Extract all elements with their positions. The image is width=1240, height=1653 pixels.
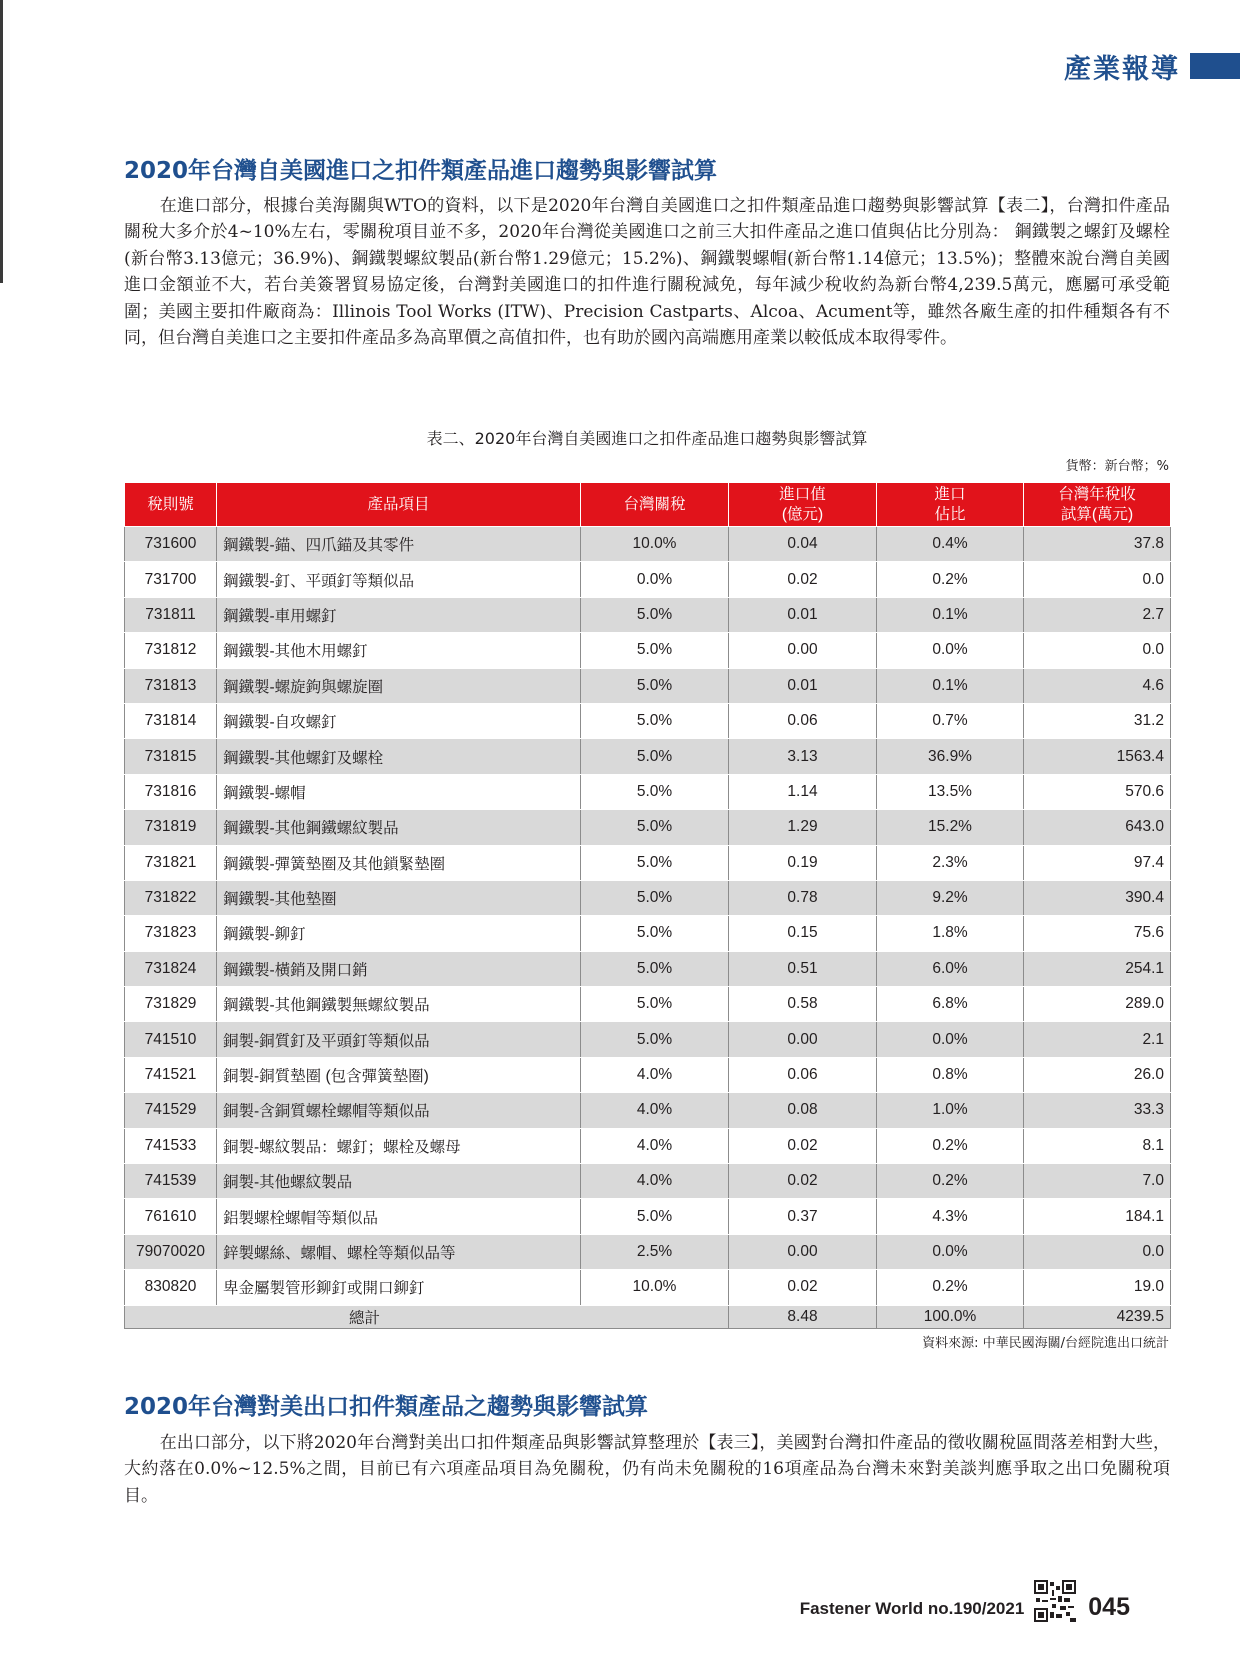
table-row — [125, 1057, 1171, 1092]
cell-code: 741510 — [125, 1022, 217, 1057]
cell-tariff: 5.0% — [581, 739, 729, 774]
table-row — [125, 916, 1171, 951]
cell-tax-estimate: 75.6 — [1024, 916, 1171, 951]
cell-code: 741533 — [125, 1128, 217, 1163]
cell-tariff: 5.0% — [581, 880, 729, 915]
cell-item: 鋼鐵製-彈簧墊圈及其他鎖緊墊圈 — [217, 845, 581, 880]
cell-import-value: 0.01 — [729, 597, 877, 632]
cell-item: 鋼鐵製-其他鋼鐵製無螺紋製品 — [217, 987, 581, 1022]
cell-tariff: 5.0% — [581, 703, 729, 738]
header-tax-estimate: 台灣年稅收 試算(萬元) — [1024, 483, 1171, 527]
table-row — [125, 987, 1171, 1022]
cell-tax-estimate: 33.3 — [1024, 1093, 1171, 1128]
cell-code: 741521 — [125, 1057, 217, 1092]
cell-import-value: 0.02 — [729, 1128, 877, 1163]
cell-code: 731813 — [125, 668, 217, 703]
section1-paragraph: 在進口部分，根據台美海關與WTO的資料，以下是2020年台灣自美國進口之扣件類產品進口趨勢與影響試算【表二】，台灣扣件產品關稅大多介於4~10%左右，零關稅項目並不多，2020年台灣從美國進口之前三大扣件產品之進口值與佔比分別為： 鋼鐵製之螺釘及螺栓(新台幣3.13億元；36.9%)、鋼鐵製螺紋製品(新台幣1.29億元；15.2%)、鋼鐵製螺帽(新台幣1.14億元；13.5%)；整體來說台灣自美國進口金額並不大，若台美簽署貿易協定後，台灣對美國進口的扣件進行關稅減免，每年減少稅收約為新台幣4,239.5萬元，應屬可承受範圍；美國主要扣件廠商為：Illinois Tool Works (ITW)、Precision Castparts、Alcoa、Acument等，雖然各廠生產的扣件種類各有不同，但台灣自美進口之主要扣件產品多為高單價之高值扣件，也有助於國內高端應用產業以較低成本取得零件。 — [124, 196, 1170, 349]
total-value: 8.48 — [729, 1305, 877, 1328]
total-label: 總計 — [125, 1305, 729, 1328]
cell-import-share: 36.9% — [877, 739, 1024, 774]
cell-import-value: 0.19 — [729, 845, 877, 880]
table-row — [125, 1270, 1171, 1305]
cell-code: 79070020 — [125, 1234, 217, 1269]
cell-item: 銅製-螺紋製品：螺釘；螺栓及螺母 — [217, 1128, 581, 1163]
cell-import-value: 0.37 — [729, 1199, 877, 1234]
total-share: 100.0% — [877, 1305, 1024, 1328]
cell-import-share: 15.2% — [877, 810, 1024, 845]
cell-import-share: 1.0% — [877, 1093, 1024, 1128]
cell-tariff: 5.0% — [581, 916, 729, 951]
cell-item: 鋼鐵製-錨、四爪錨及其零件 — [217, 527, 581, 562]
cell-tax-estimate: 97.4 — [1024, 845, 1171, 880]
header-item: 產品項目 — [217, 483, 581, 527]
cell-import-value: 0.06 — [729, 703, 877, 738]
page-footer — [800, 1580, 1130, 1622]
cell-tariff: 5.0% — [581, 810, 729, 845]
table-source-note: 資料來源: 中華民國海關/台經院進出口統計 — [922, 1336, 1169, 1351]
cell-code: 731819 — [125, 810, 217, 845]
cell-import-share: 0.7% — [877, 703, 1024, 738]
cell-tax-estimate: 0.0 — [1024, 1234, 1171, 1269]
cell-item: 鋼鐵製-釘、平頭釘等類似品 — [217, 562, 581, 597]
cell-tariff: 10.0% — [581, 527, 729, 562]
cell-item: 鋼鐵製-自攻螺釘 — [217, 703, 581, 738]
cell-tax-estimate: 26.0 — [1024, 1057, 1171, 1092]
journal-name: Fastener World no.190/2021 — [799, 1599, 1025, 1618]
cell-import-value: 1.14 — [729, 774, 877, 809]
cell-tax-estimate: 570.6 — [1024, 774, 1171, 809]
cell-import-value: 0.02 — [729, 562, 877, 597]
header-import-value: 進口值 (億元) — [729, 483, 877, 527]
cell-tax-estimate: 0.0 — [1024, 633, 1171, 668]
table-row — [125, 1199, 1171, 1234]
table-row — [125, 1022, 1171, 1057]
cell-item: 鋼鐵製-其他墊圈 — [217, 880, 581, 915]
cell-import-share: 0.1% — [877, 597, 1024, 632]
section-tag-label: 產業報導 — [1064, 53, 1180, 85]
cell-import-share: 0.2% — [877, 1270, 1024, 1305]
cell-import-value: 0.06 — [729, 1057, 877, 1092]
cell-code: 731829 — [125, 987, 217, 1022]
cell-tariff: 4.0% — [581, 1164, 729, 1199]
cell-import-share: 2.3% — [877, 845, 1024, 880]
table-total-row — [125, 1305, 1171, 1328]
cell-code: 741539 — [125, 1164, 217, 1199]
table-row — [125, 951, 1171, 986]
table-row — [125, 1128, 1171, 1163]
cell-import-share: 1.8% — [877, 916, 1024, 951]
imports-table — [124, 482, 1171, 1329]
cell-import-value: 0.01 — [729, 668, 877, 703]
cell-import-share: 0.1% — [877, 668, 1024, 703]
cell-code: 731811 — [125, 597, 217, 632]
table-row — [125, 562, 1171, 597]
cell-tariff: 5.0% — [581, 1199, 729, 1234]
cell-item: 銅製-銅質釘及平頭釘等類似品 — [217, 1022, 581, 1057]
table-header-row — [125, 483, 1171, 527]
section1-heading: 2020年台灣自美國進口之扣件類產品進口趨勢與影響試算 — [124, 158, 718, 184]
table-row — [125, 633, 1171, 668]
cell-import-share: 0.8% — [877, 1057, 1024, 1092]
cell-code: 731600 — [125, 527, 217, 562]
cell-code: 731824 — [125, 951, 217, 986]
table-row — [125, 1093, 1171, 1128]
table-row — [125, 810, 1171, 845]
cell-tax-estimate: 184.1 — [1024, 1199, 1171, 1234]
cell-import-value: 1.29 — [729, 810, 877, 845]
cell-import-share: 0.0% — [877, 1234, 1024, 1269]
cell-import-share: 0.2% — [877, 1128, 1024, 1163]
cell-tax-estimate: 643.0 — [1024, 810, 1171, 845]
cell-code: 731812 — [125, 633, 217, 668]
total-tax: 4239.5 — [1024, 1305, 1171, 1328]
cell-tax-estimate: 0.0 — [1024, 562, 1171, 597]
table-row — [125, 1234, 1171, 1269]
cell-code: 830820 — [125, 1270, 217, 1305]
cell-code: 731822 — [125, 880, 217, 915]
cell-tax-estimate: 2.1 — [1024, 1022, 1171, 1057]
cell-item: 卑金屬製管形鉚釘或開口鉚釘 — [217, 1270, 581, 1305]
cell-tariff: 4.0% — [581, 1057, 729, 1092]
cell-item: 鋼鐵製-橫銷及開口銷 — [217, 951, 581, 986]
cell-item: 鋼鐵製-其他螺釘及螺栓 — [217, 739, 581, 774]
cell-item: 鋁製螺栓螺帽等類似品 — [217, 1199, 581, 1234]
currency-unit-note: 貨幣：新台幣；% — [1065, 459, 1169, 474]
cell-tariff: 2.5% — [581, 1234, 729, 1269]
table-row — [125, 774, 1171, 809]
cell-item: 鋼鐵製-其他鋼鐵螺紋製品 — [217, 810, 581, 845]
cell-item: 銅製-銅質墊圈 (包含彈簧墊圈) — [217, 1057, 581, 1092]
cell-import-value: 0.00 — [729, 1234, 877, 1269]
cell-import-share: 4.3% — [877, 1199, 1024, 1234]
table-row — [125, 527, 1171, 562]
cell-item: 鋼鐵製-其他木用螺釘 — [217, 633, 581, 668]
cell-code: 731816 — [125, 774, 217, 809]
cell-tariff: 5.0% — [581, 633, 729, 668]
cell-tariff: 10.0% — [581, 1270, 729, 1305]
cell-import-value: 0.04 — [729, 527, 877, 562]
cell-import-share: 0.0% — [877, 1022, 1024, 1057]
section-tag-bar — [1190, 53, 1240, 79]
cell-code: 731700 — [125, 562, 217, 597]
cell-import-share: 9.2% — [877, 880, 1024, 915]
cell-tax-estimate: 289.0 — [1024, 987, 1171, 1022]
table-row — [125, 597, 1171, 632]
cell-tax-estimate: 8.1 — [1024, 1128, 1171, 1163]
cell-import-share: 0.0% — [877, 633, 1024, 668]
qr-code-icon — [1034, 1580, 1076, 1622]
cell-import-share: 0.2% — [877, 1164, 1024, 1199]
section-tag — [1064, 46, 1240, 86]
cell-import-value: 0.08 — [729, 1093, 877, 1128]
cell-tax-estimate: 254.1 — [1024, 951, 1171, 986]
cell-item: 銅製-其他螺紋製品 — [217, 1164, 581, 1199]
cell-import-share: 6.0% — [877, 951, 1024, 986]
cell-item: 鋼鐵製-鉚釘 — [217, 916, 581, 951]
cell-tax-estimate: 7.0 — [1024, 1164, 1171, 1199]
cell-tax-estimate: 4.6 — [1024, 668, 1171, 703]
cell-tariff: 5.0% — [581, 845, 729, 880]
cell-import-share: 0.4% — [877, 527, 1024, 562]
cell-import-value: 0.00 — [729, 633, 877, 668]
cell-import-value: 0.78 — [729, 880, 877, 915]
page-number: 045 — [1088, 1593, 1130, 1621]
cell-item: 鋼鐵製-螺旋鉤與螺旋圈 — [217, 668, 581, 703]
cell-tax-estimate: 19.0 — [1024, 1270, 1171, 1305]
cell-code: 731814 — [125, 703, 217, 738]
cell-import-value: 0.58 — [729, 987, 877, 1022]
header-tariff: 台灣關稅 — [581, 483, 729, 527]
cell-tariff: 5.0% — [581, 1022, 729, 1057]
cell-code: 761610 — [125, 1199, 217, 1234]
table-row — [125, 739, 1171, 774]
cell-code: 731815 — [125, 739, 217, 774]
cell-import-value: 3.13 — [729, 739, 877, 774]
cell-tariff: 4.0% — [581, 1093, 729, 1128]
cell-tax-estimate: 37.8 — [1024, 527, 1171, 562]
cell-item: 銅製-含銅質螺栓螺帽等類似品 — [217, 1093, 581, 1128]
cell-import-share: 6.8% — [877, 987, 1024, 1022]
cell-import-share: 0.2% — [877, 562, 1024, 597]
header-import-share: 進口 佔比 — [877, 483, 1024, 527]
cell-tariff: 5.0% — [581, 774, 729, 809]
table-row — [125, 1164, 1171, 1199]
cell-import-value: 0.02 — [729, 1270, 877, 1305]
table-row — [125, 668, 1171, 703]
cell-item: 鋼鐵製-車用螺釘 — [217, 597, 581, 632]
cell-tariff: 5.0% — [581, 951, 729, 986]
margin-rule — [0, 0, 3, 283]
table-row — [125, 880, 1171, 915]
cell-tariff: 5.0% — [581, 987, 729, 1022]
header-code: 稅則號 — [125, 483, 217, 527]
table-row — [125, 845, 1171, 880]
cell-item: 鋼鐵製-螺帽 — [217, 774, 581, 809]
cell-item: 鋅製螺絲、螺帽、螺栓等類似品等 — [217, 1234, 581, 1269]
section2-paragraph: 在出口部分，以下將2020年台灣對美出口扣件類產品與影響試算整理於【表三】，美國對台灣扣件產品的徵收關稅區間落差相對大些，大約落在0.0%~12.5%之間，目前已有六項產品項目為免關稅，仍有尚未免關稅的16項產品為台灣未來對美談判應爭取之出口免關稅項目。 — [124, 1433, 1170, 1506]
cell-import-value: 0.51 — [729, 951, 877, 986]
cell-import-value: 0.15 — [729, 916, 877, 951]
cell-tax-estimate: 2.7 — [1024, 597, 1171, 632]
cell-code: 741529 — [125, 1093, 217, 1128]
cell-tariff: 4.0% — [581, 1128, 729, 1163]
cell-import-share: 13.5% — [877, 774, 1024, 809]
section2-heading: 2020年台灣對美出口扣件類產品之趨勢與影響試算 — [124, 1394, 649, 1420]
cell-code: 731821 — [125, 845, 217, 880]
cell-code: 731823 — [125, 916, 217, 951]
cell-import-value: 0.02 — [729, 1164, 877, 1199]
cell-tax-estimate: 31.2 — [1024, 703, 1171, 738]
table-row — [125, 703, 1171, 738]
cell-tariff: 0.0% — [581, 562, 729, 597]
cell-tariff: 5.0% — [581, 668, 729, 703]
cell-import-value: 0.00 — [729, 1022, 877, 1057]
cell-tax-estimate: 390.4 — [1024, 880, 1171, 915]
table-caption: 表二、2020年台灣自美國進口之扣件產品進口趨勢與影響試算 — [426, 429, 868, 448]
cell-tariff: 5.0% — [581, 597, 729, 632]
cell-tax-estimate: 1563.4 — [1024, 739, 1171, 774]
